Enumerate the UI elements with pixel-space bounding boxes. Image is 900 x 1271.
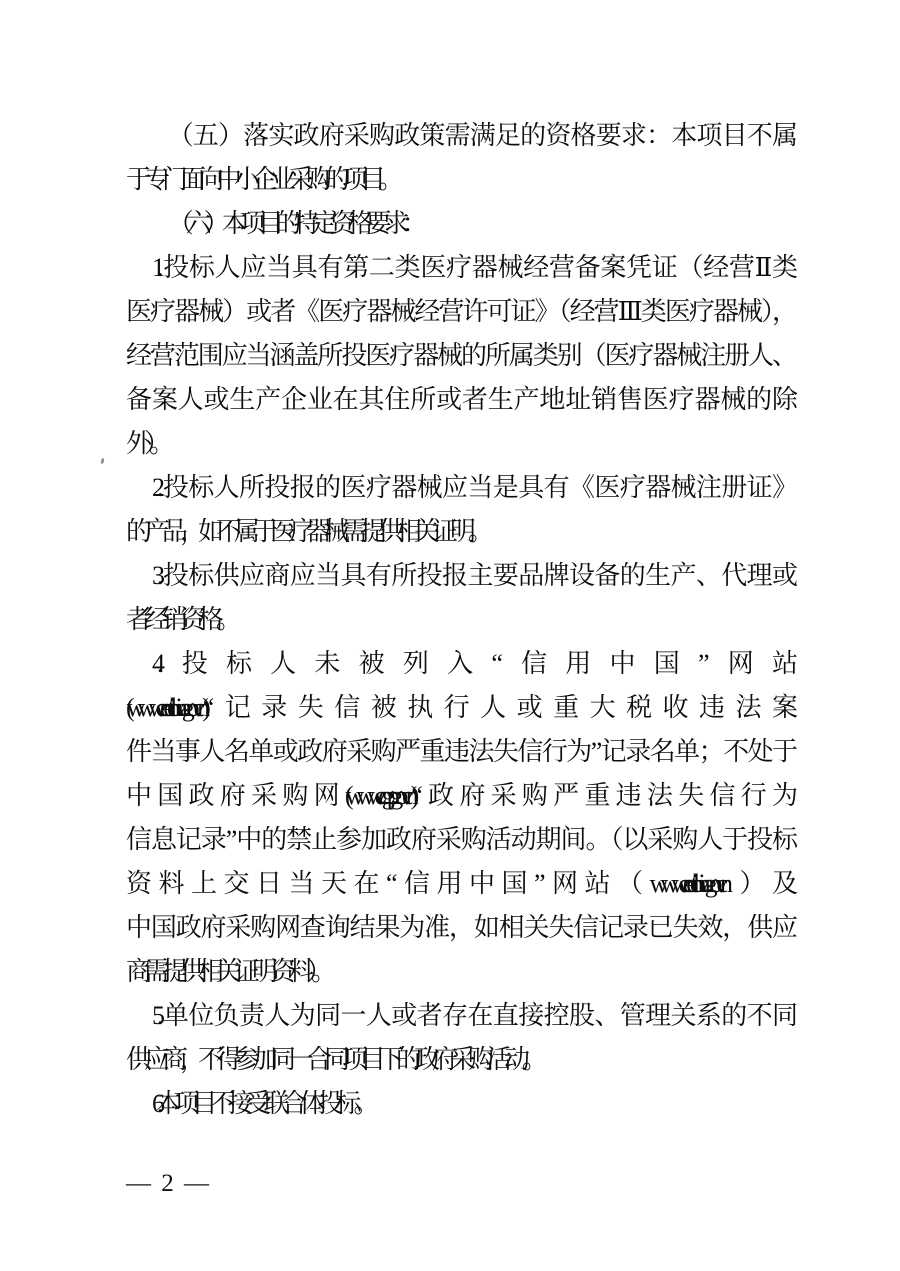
text-line: 6.本项目不接受联合体投标。 xyxy=(152,1089,372,1118)
text-line: 商需提供相关证明资料）。 xyxy=(126,957,330,986)
text-line: 中国政府采购网查询结果为准，如相关失信记录已失效，供应 xyxy=(126,913,790,942)
text-line: 外）。 xyxy=(126,429,168,458)
document-body xyxy=(126,114,790,1126)
page-number: — 2 — xyxy=(126,1170,211,1197)
scan-artifact-speck xyxy=(100,458,104,464)
text-line: （五）落实政府采购政策需满足的资格要求：本项目不属 xyxy=(167,121,790,150)
text-line: 资料上交日当天在“信用中国”网站（www.creditchina.gov.cn）及 xyxy=(126,869,790,898)
text-line: 的产品，如不属于医疗器械需提供相关证明。 xyxy=(126,517,487,546)
page-footer xyxy=(126,1170,211,1198)
text-line: 备案人或生产企业在其住所或者生产地址销售医疗器械的除 xyxy=(126,385,790,414)
text-line: 3.投标供应商应当具有所投报主要品牌设备的生产、代理或 xyxy=(152,561,790,590)
text-line: 1.投标人应当具有第二类医疗器械经营备案凭证（经营Ⅱ类 xyxy=(152,253,790,282)
text-line: （六）本项目的特定资格要求： xyxy=(167,209,420,238)
text-line: 件当事人名单或政府采购严重违法失信行为”记录名单；不处于 xyxy=(126,737,790,766)
text-line: 者经销资格。 xyxy=(126,605,235,634)
text-line: 2.投标人所投报的医疗器械应当是具有《医疗器械注册证》 xyxy=(152,473,790,502)
text-line: 5.单位负责人为同一人或者存在直接控股、管理关系的不同 xyxy=(152,1001,790,1030)
text-line: 于专门面向中小企业采购的项目。 xyxy=(126,165,397,194)
text-line: (www.creditchina.gov.cn)“记录失信被执行人或重大税收违法案 xyxy=(126,693,790,722)
text-line: 信息记录”中的禁止参加政府采购活动期间。（以采购人于投标 xyxy=(126,825,790,854)
text-line: 中国政府采购网(www.ccgp.gov.cn)“政府采购严重违法失信行为 xyxy=(126,781,790,810)
text-line: 医疗器械）或者《医疗器械经营许可证》（经营Ⅲ类医疗器械）， xyxy=(126,297,790,326)
text-line: 经营范围应当涵盖所投医疗器械的所属类别（医疗器械注册人、 xyxy=(126,341,790,370)
text-line: 供应商，不得参加同一合同项目下的政府采购活动。 xyxy=(126,1045,541,1074)
text-line: 4.投标人未被列入“信用中国”网站 xyxy=(152,649,790,678)
